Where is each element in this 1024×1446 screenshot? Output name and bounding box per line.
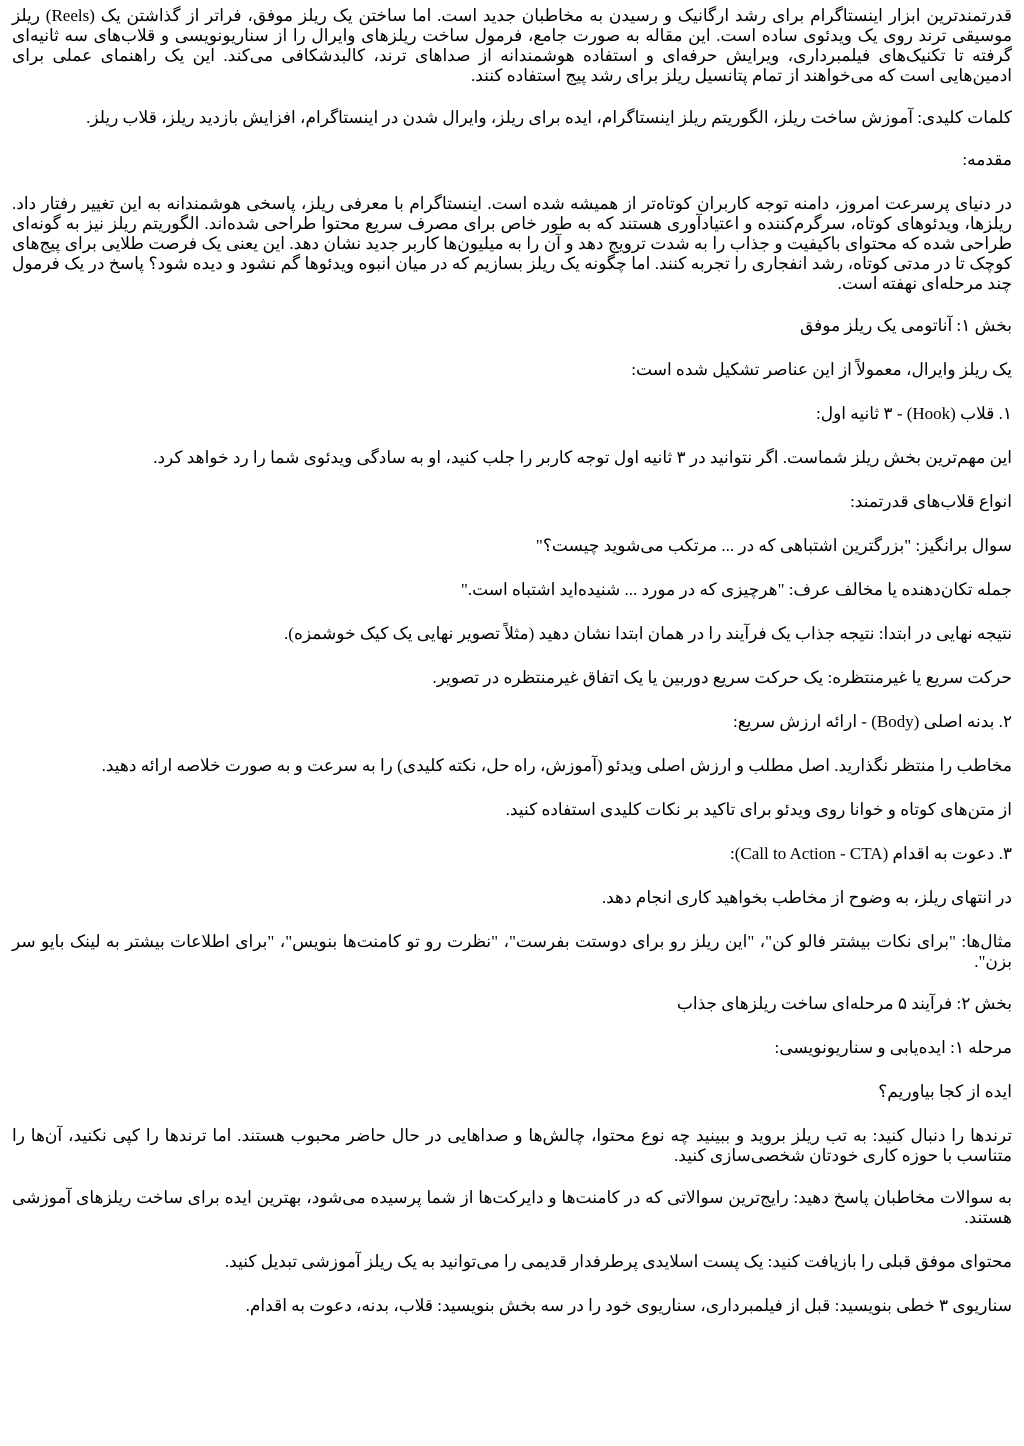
ideas-question: ایده از کجا بیاوریم؟ [878, 1082, 1012, 1101]
hook-type-item: حرکت سریع یا غیرمنتظره: یک حرکت سریع دوربین یا یک اتفاق غیرمنتظره در تصویر. [432, 668, 1012, 687]
section1-heading: بخش ۱: آناتومی یک ریلز موفق [799, 316, 1012, 335]
intro-abstract: قدرتمندترین ابزار اینستاگرام برای رشد ارگانیک و رسیدن به مخاطبان جدید است. اما ساختن یک ریلز موفق، فراتر از گذاشتن یک (Reels) ریلز موسیقی ترند روی یک ویدئوی ساده است. این مقاله به صورت جامع، فرمول ساخت ریلزهای وایرال را از سناریونویسی و قلاب‌های سه ثانیه‌ای گرفته تا تکنیک‌های فیلمبرداری، ویرایش حرفه‌ای و استفاده هوشمندانه از صداهای ترند، کالبدشکافی می‌کند. این یک راهنمای عملی برای ادمین‌هایی است که می‌خواهند از تمام پتانسیل ریلز برای رشد پیج استفاده کنند. [12, 6, 1012, 85]
hook-type-item: جمله تکان‌دهنده یا مخالف عرف: "هرچیزی که در مورد ... شنیده‌اید اشتباه است." [460, 580, 1012, 599]
hook-type-item: سوال برانگیز: "بزرگترین اشتباهی که در ... مرتکب می‌شوید چیست؟" [535, 536, 1012, 555]
section1-lead: یک ریلز وایرال، معمولاً از این عناصر تشکیل شده است: [631, 360, 1012, 379]
idea-item: سناریوی ۳ خطی بنویسید: قبل از فیلمبرداری، سناریوی خود را در سه بخش بنویسید: قلاب، بدنه، دعوت به اقدام. [245, 1296, 1012, 1315]
hook-type-item: نتیجه نهایی در ابتدا: نتیجه جذاب یک فرآیند را در همان ابتدا نشان دهید (مثلاً تصویر نهایی یک کیک خوشمزه). [284, 624, 1012, 643]
cta-examples: مثال‌ها: "برای نکات بیشتر فالو کن"، "این ریلز رو برای دوستت بفرست"، "نظرت رو تو کامنت‌ها بنویس"، "برای اطلاعات بیشتر به لینک بایو سر بزن". [12, 932, 1012, 971]
cta-heading: ۳. دعوت به اقدام (Call to Action - CTA): [730, 844, 1012, 863]
keywords-line: کلمات کلیدی: آموزش ساخت ریلز، الگوریتم ریلز اینستاگرام، ایده برای ریلز، وایرال شدن در اینستاگرام، افزایش بازدید ریلز، قلاب ریلز. [86, 108, 1012, 127]
idea-item: ترندها را دنبال کنید: به تب ریلز بروید و ببینید چه نوع محتوا، چالش‌ها و صداهایی در حال حاضر محبوب هستند. اما ترندها را کپی نکنید، آن‌ها را متناسب با حوزه کاری خودتان شخصی‌سازی کنید. [12, 1126, 1012, 1165]
hook-types-heading: انواع قلاب‌های قدرتمند: [850, 492, 1012, 511]
section2-heading: بخش ۲: فرآیند ۵ مرحله‌ای ساخت ریلزهای جذاب [676, 994, 1012, 1013]
hook-paragraph: این مهم‌ترین بخش ریلز شماست. اگر نتوانید در ۳ ثانیه اول توجه کاربر را جلب کنید، او به سادگی ویدئوی شما را رد خواهد کرد. [153, 448, 1012, 467]
idea-item: به سوالات مخاطبان پاسخ دهید: رایج‌ترین سوالاتی که در کامنت‌ها و دایرکت‌ها از شما پرسیده می‌شود، بهترین ایده برای ساخت ریلزهای آموزشی هستند. [12, 1188, 1012, 1227]
body-paragraph: از متن‌های کوتاه و خوانا روی ویدئو برای تاکید بر نکات کلیدی استفاده کنید. [505, 800, 1012, 819]
intro-heading: مقدمه: [962, 150, 1012, 169]
intro-paragraph: در دنیای پرسرعت امروز، دامنه توجه کاربران کوتاه‌تر از همیشه شده است. اینستاگرام با معرفی ریلز، پاسخی هوشمندانه به این تغییر رفتار داد. ریلزها، ویدئوهای کوتاه، سرگرم‌کننده و اعتیادآوری هستند که به طور خاص برای مصرف سریع محتوا طراحی شده‌اند. الگوریتم ریلز نیز به گونه‌ای طراحی شده که محتوای باکیفیت و جذاب را به شدت ترویج دهد و آن را به میلیون‌ها کاربر جدید نشان دهد. این یعنی یک فرصت طلایی برای پیج‌های کوچک تا در مدتی کوتاه، رشد انفجاری را تجربه کنند. اما چگونه یک ریلز بسازیم که در میان انبوه ویدئوها گم نشود و دیده شود؟ پاسخ در یک فرمول چند مرحله‌ای نهفته است. [12, 194, 1012, 293]
document-body [12, 6, 1012, 1340]
body-heading: ۲. بدنه اصلی (Body) - ارائه ارزش سریع: [733, 712, 1012, 731]
step1-heading: مرحله ۱: ایده‌یابی و سناریونویسی: [774, 1038, 1012, 1057]
idea-item: محتوای موفق قبلی را بازیافت کنید: یک پست اسلایدی پرطرفدار قدیمی را می‌توانید به یک ریلز آموزشی تبدیل کنید. [224, 1252, 1012, 1271]
body-paragraph: مخاطب را منتظر نگذارید. اصل مطلب و ارزش اصلی ویدئو (آموزش، راه حل، نکته کلیدی) را به سرعت و به صورت خلاصه ارائه دهید. [101, 756, 1012, 775]
hook-heading: ۱. قلاب (Hook) - ۳ ثانیه اول: [816, 404, 1012, 423]
cta-paragraph: در انتهای ریلز، به وضوح از مخاطب بخواهید کاری انجام دهد. [601, 888, 1012, 907]
